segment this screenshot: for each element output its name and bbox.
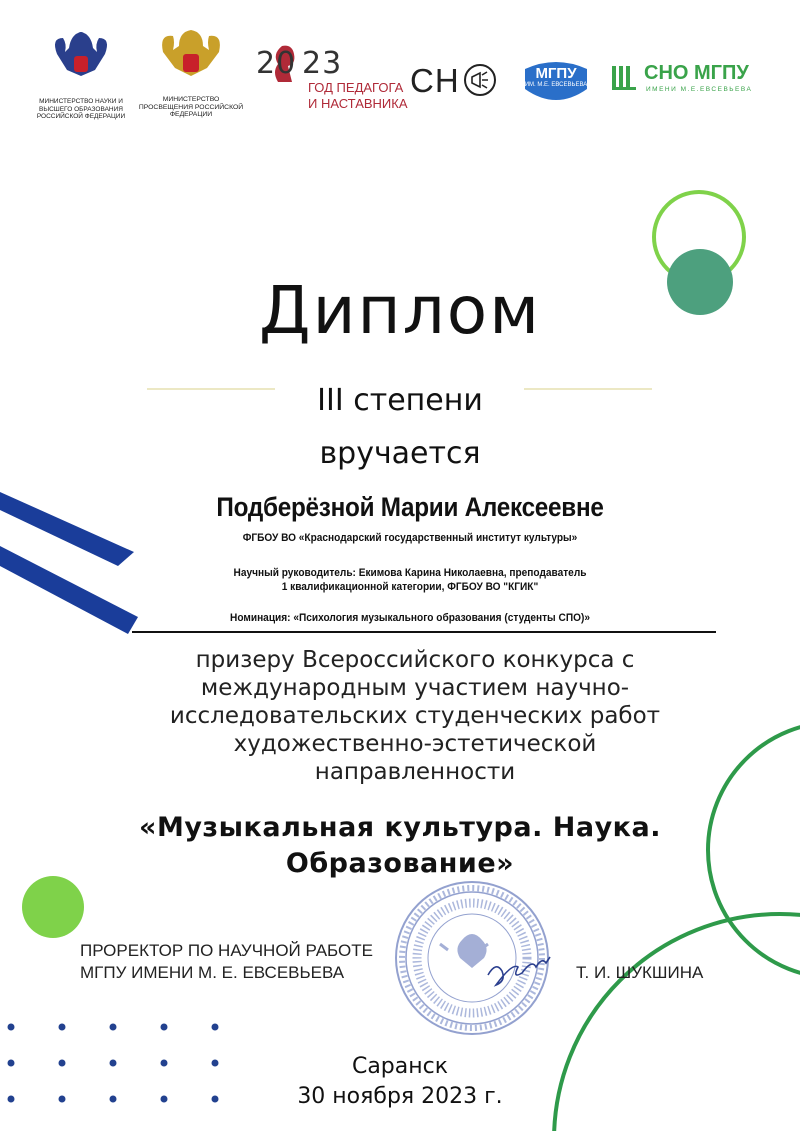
logo-ministry-enlightenment (136, 30, 246, 119)
sno-text: СН (410, 62, 460, 99)
diploma-degree: III степени (317, 383, 483, 418)
lime-circle (22, 876, 84, 938)
year-teacher-line1: ГОД ПЕДАГОГА (308, 80, 404, 95)
nomination: Номинация: «Психология музыкального образования (студенты СПО)» (230, 612, 590, 624)
signer-position-line2: МГПУ ИМЕНИ М. Е. ЕВСЕВЬЕВА (80, 963, 345, 982)
official-seal (396, 882, 548, 1034)
logo-mgpu (523, 55, 589, 107)
contest-title (60, 810, 740, 882)
logo-year-teacher (256, 42, 408, 122)
supervisor-line2: 1 квалификационной категории, ФГБОУ ВО "КГИК" (281, 581, 539, 593)
dot-grid (8, 1024, 219, 1103)
signer-name: Т. И. ШУКШИНА (576, 963, 704, 982)
year-teacher-line2: И НАСТАВНИКА (308, 96, 408, 111)
supervisor-line1: Научный руководитель: Екимова Карина Николаевна, преподаватель (233, 567, 587, 579)
year-left: 20 (256, 46, 297, 81)
sno-mgpu-subtitle: ИМЕНИ М.Е.ЕВСЕВЬЕВА (646, 86, 753, 93)
eagle-emblem-icon (136, 30, 246, 90)
mgpu-title: МГПУ (535, 65, 577, 82)
logo-ministry-science (36, 30, 126, 121)
contest-title-line1: «Музыкальная культура. Наука. (139, 812, 661, 843)
sno-mgpu-bars-icon (610, 64, 638, 92)
year-right: 23 (302, 46, 343, 81)
contest-title-line2: Образование» (285, 848, 515, 879)
mgpu-subtitle: ИМ. М.Е. ЕВСЕВЬЕВА (524, 82, 588, 88)
recipient-institution: ФГБОУ ВО «Краснодарский государственный институт культуры» (242, 532, 578, 544)
diploma-title: Диплом (259, 272, 541, 349)
ministry-enlightenment-caption: МИНИСТЕРСТВО ПРОСВЕЩЕНИЯ РОССИЙСКОЙ ФЕДЕРАЦИИ (138, 96, 244, 118)
diploma-awarded: вручается (319, 436, 481, 471)
sno-mgpu-title: СНО МГПУ (644, 62, 749, 84)
recipient-name: Подберёзной Марии Алексеевне (216, 492, 604, 522)
megaphone-circle-icon (463, 63, 497, 97)
place-and-date (240, 1052, 560, 1112)
prize-text: призеру Всероссийского конкурса с международным участием научно-исследовательских студенческих работ художественно-эстетической направленности (169, 647, 661, 785)
ministry-science-caption: МИНИСТЕРСТВО НАУКИ И ВЫСШЕГО ОБРАЗОВАНИЯ РОССИЙСКОЙ ФЕДЕРАЦИИ (36, 98, 126, 120)
green-ring-corner (554, 914, 800, 1131)
date: 30 ноября 2023 г. (297, 1084, 503, 1109)
coat-of-arms-icon (36, 30, 126, 92)
signer-position (80, 940, 373, 984)
signer-position-line1: ПРОРЕКТОР ПО НАУЧНОЙ РАБОТЕ (80, 941, 373, 960)
logo-sno-mgpu (610, 62, 770, 102)
logo-sno (410, 62, 497, 102)
city: Саранск (351, 1054, 449, 1079)
